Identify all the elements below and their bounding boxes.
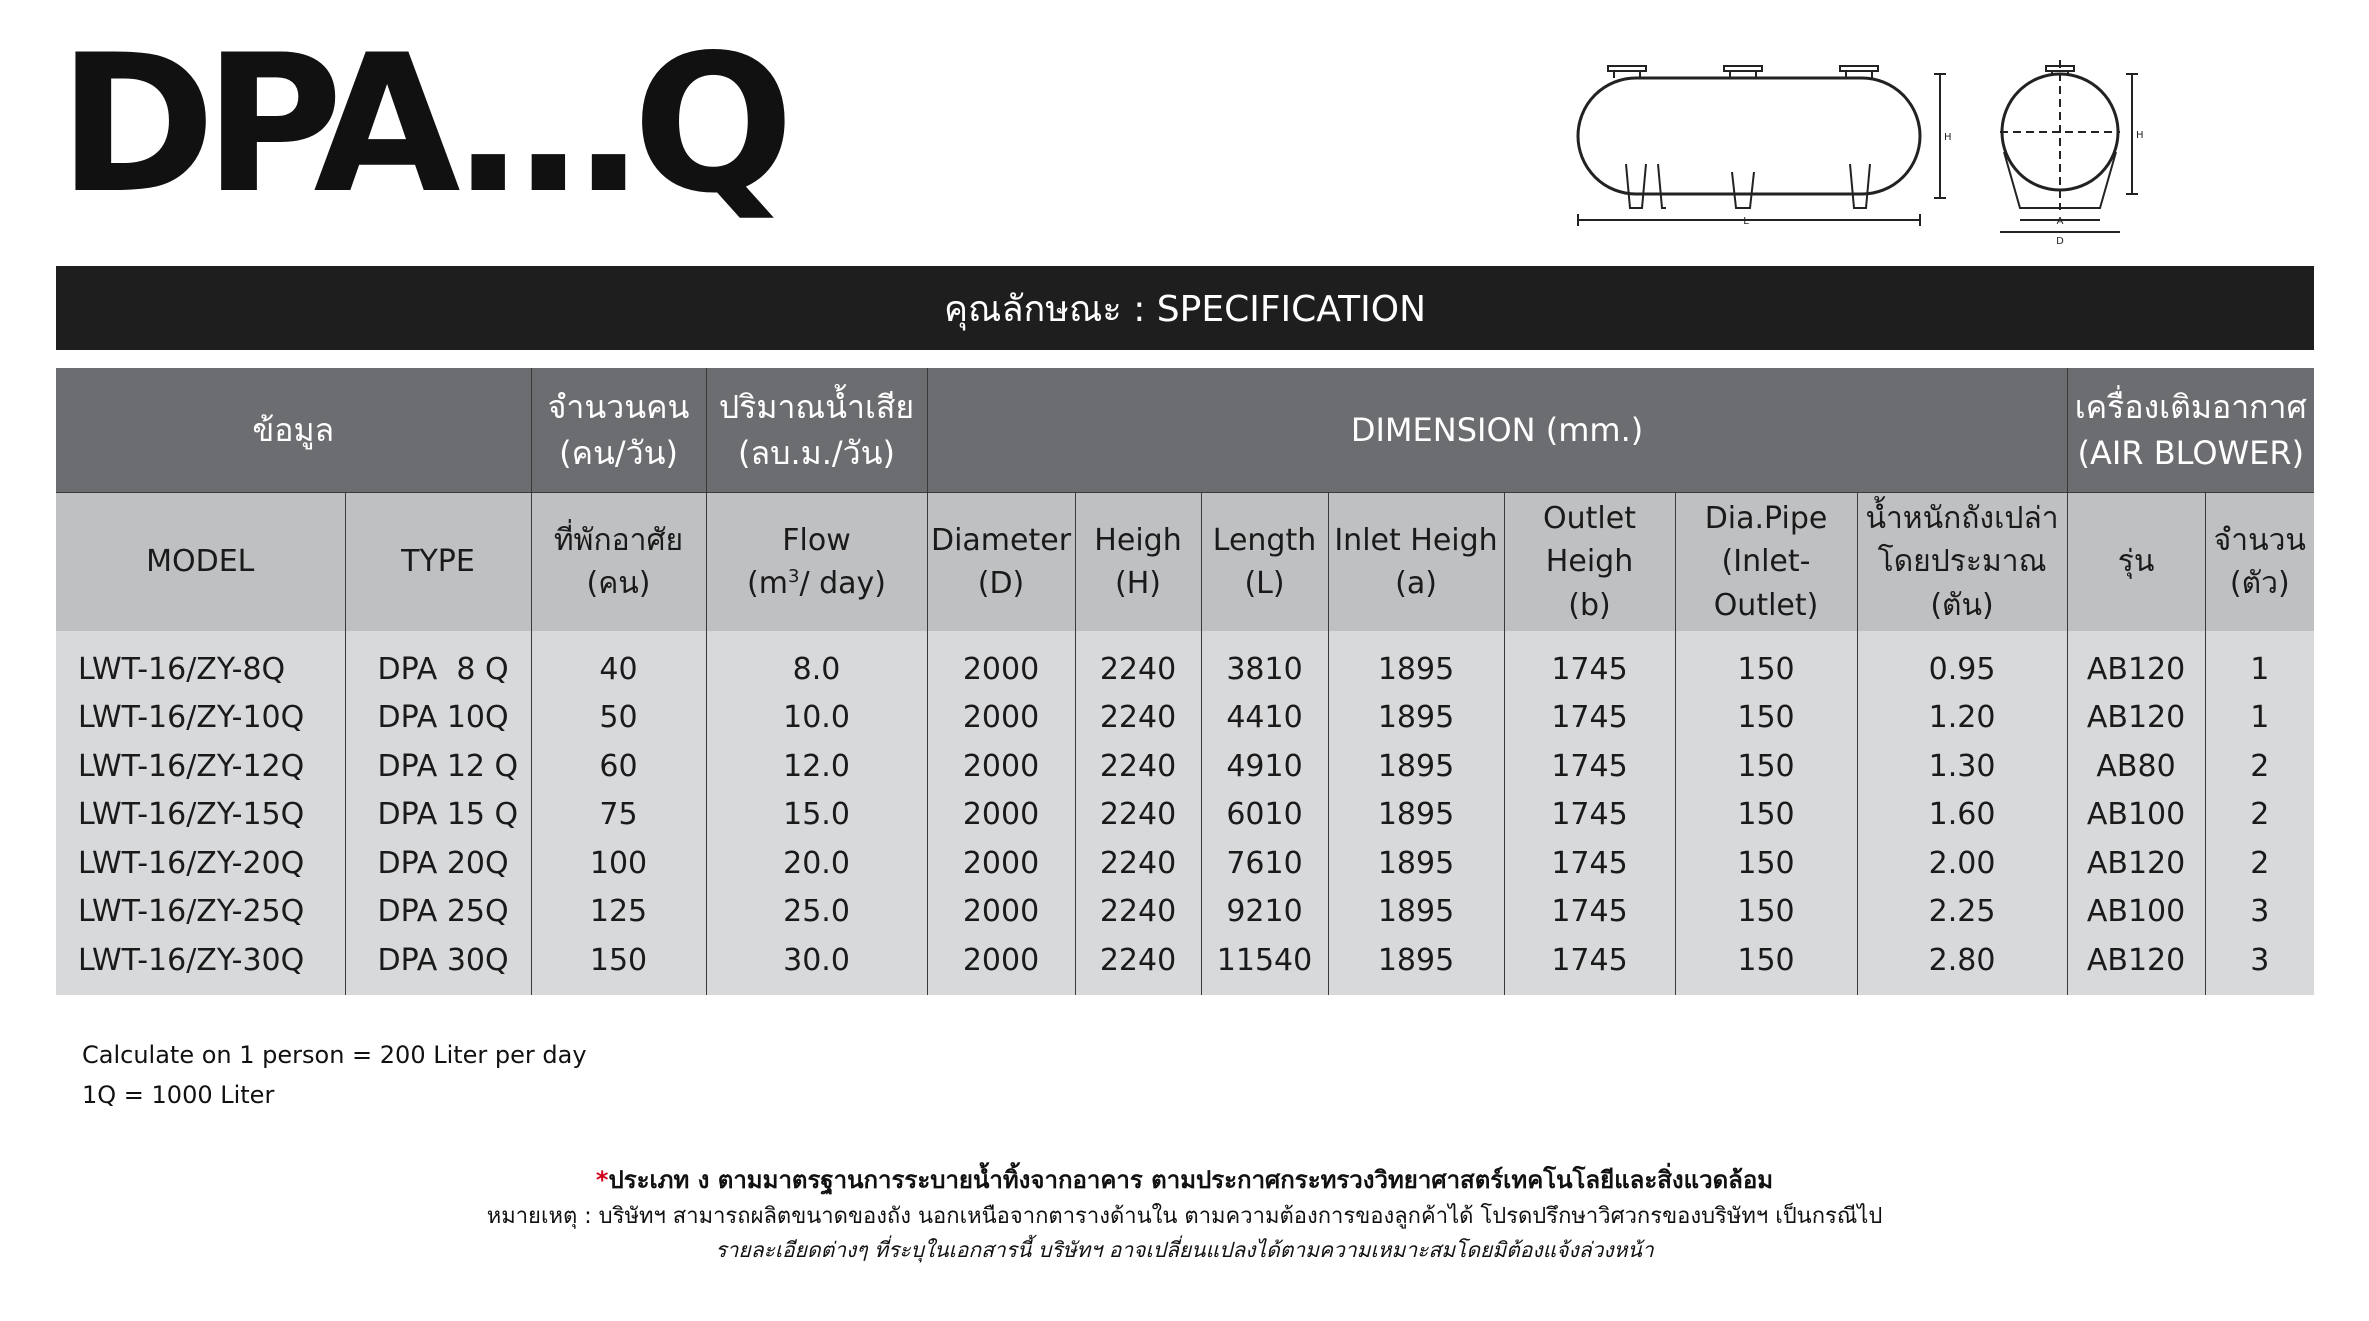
blower-model-cell: AB120 — [2067, 839, 2205, 888]
height-cell: 2240 — [1075, 791, 1201, 840]
weight-cell: 1.60 — [1857, 791, 2067, 840]
type-column-header: TYPE — [345, 493, 531, 632]
blower-qty-line2: (ตัว) — [2229, 566, 2290, 601]
footer-standard-text: ประเภท ง ตามมาตรฐานการระบายน้ำทิ้งจากอาคาร ตามประกาศกระทรวงวิทยาศาสตร์เทคโนโลยีและสิ่งแวดล้อม — [608, 1166, 1774, 1194]
pipe-cell: 150 — [1675, 839, 1857, 888]
flow-cell: 20.0 — [706, 839, 927, 888]
pipe-cell: 150 — [1675, 631, 1857, 694]
diameter-column-header — [927, 493, 1075, 632]
inlet-cell: 1895 — [1328, 839, 1504, 888]
footer-disclaimer-line: รายละเอียดต่างๆ ที่ระบุในเอกสารนี้ บริษัทฯ อาจเปลี่ยนแปลงได้ตามความเหมาะสมโดยมิต้องแจ้งล่วงหน้า — [715, 1238, 1654, 1262]
pipe-cell: 150 — [1675, 936, 1857, 995]
flow-cell: 10.0 — [706, 694, 927, 743]
weight-cell: 1.20 — [1857, 694, 2067, 743]
length-cell: 7610 — [1201, 839, 1328, 888]
blower-header — [2067, 368, 2314, 493]
blower-model-column-header: รุ่น — [2067, 493, 2205, 632]
diameter-line2: (D) — [977, 566, 1025, 601]
column-header-row — [56, 493, 2314, 632]
outlet-line2: (b) — [1568, 587, 1611, 623]
blower-qty-cell: 2 — [2205, 839, 2314, 888]
pipe-cell: 150 — [1675, 791, 1857, 840]
blower-model-cell: AB120 — [2067, 936, 2205, 995]
end-height-label: H — [2136, 130, 2144, 141]
weight-line2: โดยประมาณ (ตัน) — [1877, 544, 2047, 623]
inlet-column-header — [1328, 493, 1504, 632]
table-row — [56, 936, 2314, 995]
wastewater-header-line2: (ลบ.ม./วัน) — [738, 434, 895, 472]
footer-standard-line — [0, 1160, 2369, 1200]
flow-unit-suffix: / day) — [799, 566, 886, 601]
height-cell: 2240 — [1075, 742, 1201, 791]
type-cell: DPA 20Q — [345, 839, 531, 888]
footer-remark-line: หมายเหตุ : บริษัทฯ สามารถผลิตขนาดของถัง นอกเหนือจากตารางด้านใน ตามความต้องการของลูกค้าได้ โปรดปรึกษาวิศวกรของบริษัทฯ เป็นกรณีไป — [486, 1204, 1883, 1229]
model-cell: LWT-16/ZY-30Q — [56, 936, 345, 995]
height-cell: 2240 — [1075, 888, 1201, 937]
footer-notes — [0, 1160, 2369, 1266]
tank-end-view — [2000, 60, 2144, 247]
table-row — [56, 888, 2314, 937]
blower-model-cell: AB120 — [2067, 631, 2205, 694]
weight-line1: น้ำหนักถังเปล่า — [1865, 500, 2059, 536]
weight-column-header — [1857, 493, 2067, 632]
people-header-line2: (คน/วัน) — [559, 434, 678, 472]
table-row — [56, 631, 2314, 694]
height-cell: 2240 — [1075, 694, 1201, 743]
model-cell: LWT-16/ZY-15Q — [56, 791, 345, 840]
length-cell: 6010 — [1201, 791, 1328, 840]
type-cell: DPA 12 Q — [345, 742, 531, 791]
residents-line1: ที่พักอาศัย — [553, 522, 684, 558]
weight-cell: 2.80 — [1857, 936, 2067, 995]
weight-cell: 1.30 — [1857, 742, 2067, 791]
residents-cell: 150 — [531, 936, 706, 995]
residents-cell: 50 — [531, 694, 706, 743]
pipe-line2: (Inlet-Outlet) — [1713, 544, 1819, 623]
people-header — [531, 368, 706, 493]
length-cell: 4410 — [1201, 694, 1328, 743]
blower-header-line1: เครื่องเติมอากาศ — [2074, 387, 2307, 426]
diameter-line1: Diameter — [930, 522, 1072, 558]
diameter-cell: 2000 — [927, 694, 1075, 743]
residents-cell: 125 — [531, 888, 706, 937]
dimension-header: DIMENSION (mm.) — [927, 368, 2067, 493]
length-cell: 9210 — [1201, 888, 1328, 937]
outlet-column-header — [1504, 493, 1675, 632]
residents-column-header — [531, 493, 706, 632]
outlet-cell: 1745 — [1504, 791, 1675, 840]
blower-model-cell: AB100 — [2067, 791, 2205, 840]
pipe-column-header — [1675, 493, 1857, 632]
inlet-cell: 1895 — [1328, 888, 1504, 937]
table-row — [56, 742, 2314, 791]
inlet-cell: 1895 — [1328, 936, 1504, 995]
flow-cell: 15.0 — [706, 791, 927, 840]
diameter-cell: 2000 — [927, 742, 1075, 791]
specification-table — [56, 368, 2314, 995]
end-a-label: A — [2056, 216, 2064, 227]
weight-cell: 0.95 — [1857, 631, 2067, 694]
note-line: Calculate on 1 person = 200 Liter per day — [82, 1041, 587, 1069]
table-row — [56, 694, 2314, 743]
blower-qty-line1: จำนวน — [2213, 522, 2306, 558]
table-body — [56, 631, 2314, 995]
outlet-cell: 1745 — [1504, 936, 1675, 995]
inlet-cell: 1895 — [1328, 742, 1504, 791]
length-column-header — [1201, 493, 1328, 632]
tank-diagrams — [1570, 60, 2330, 250]
pipe-cell: 150 — [1675, 888, 1857, 937]
end-d-label: D — [2056, 236, 2064, 247]
model-cell: LWT-16/ZY-25Q — [56, 888, 345, 937]
length-line1: Length — [1212, 522, 1317, 558]
diameter-cell: 2000 — [927, 888, 1075, 937]
pipe-cell: 150 — [1675, 694, 1857, 743]
length-cell: 3810 — [1201, 631, 1328, 694]
blower-qty-cell: 3 — [2205, 888, 2314, 937]
model-cell: LWT-16/ZY-12Q — [56, 742, 345, 791]
specification-bar: คุณลักษณะ : SPECIFICATION — [56, 266, 2314, 350]
inlet-cell: 1895 — [1328, 791, 1504, 840]
height-column-header — [1075, 493, 1201, 632]
table-row — [56, 791, 2314, 840]
side-height-label: H — [1944, 132, 1952, 143]
outlet-cell: 1745 — [1504, 631, 1675, 694]
model-cell: LWT-16/ZY-10Q — [56, 694, 345, 743]
page-title: DPA...Q — [58, 14, 783, 235]
residents-cell: 100 — [531, 839, 706, 888]
inlet-line2: (a) — [1395, 566, 1437, 601]
blower-model-cell: AB120 — [2067, 694, 2205, 743]
residents-line2: (คน) — [586, 566, 651, 601]
height-cell: 2240 — [1075, 631, 1201, 694]
height-cell: 2240 — [1075, 839, 1201, 888]
note-line: 1Q = 1000 Liter — [82, 1081, 275, 1109]
diameter-cell: 2000 — [927, 936, 1075, 995]
height-line1: Heigh — [1094, 522, 1182, 558]
blower-qty-column-header — [2205, 493, 2314, 632]
blower-qty-cell: 2 — [2205, 791, 2314, 840]
group-header-row — [56, 368, 2314, 493]
asterisk-mark: * — [595, 1166, 609, 1194]
diameter-cell: 2000 — [927, 839, 1075, 888]
people-header-line1: จำนวนคน — [547, 387, 690, 426]
flow-unit-prefix: (m — [747, 566, 788, 601]
flow-cell: 12.0 — [706, 742, 927, 791]
model-column-header: MODEL — [56, 493, 345, 632]
flow-label: Flow — [782, 522, 851, 558]
flow-cell: 30.0 — [706, 936, 927, 995]
tank-side-view — [1578, 66, 1952, 227]
pipe-cell: 150 — [1675, 742, 1857, 791]
pipe-line1: Dia.Pipe — [1704, 500, 1828, 536]
length-cell: 4910 — [1201, 742, 1328, 791]
outlet-cell: 1745 — [1504, 694, 1675, 743]
blower-qty-cell: 1 — [2205, 694, 2314, 743]
blower-qty-cell: 3 — [2205, 936, 2314, 995]
residents-cell: 60 — [531, 742, 706, 791]
blower-qty-cell: 2 — [2205, 742, 2314, 791]
flow-unit-sup: 3 — [787, 566, 800, 587]
calculation-notes — [82, 1035, 587, 1115]
weight-cell: 2.25 — [1857, 888, 2067, 937]
height-line2: (H) — [1115, 566, 1161, 601]
diameter-cell: 2000 — [927, 791, 1075, 840]
length-line2: (L) — [1244, 566, 1285, 601]
outlet-line1: Outlet Heigh — [1543, 500, 1636, 580]
outlet-cell: 1745 — [1504, 888, 1675, 937]
wastewater-header-line1: ปริมาณน้ำเสีย — [718, 387, 915, 426]
outlet-cell: 1745 — [1504, 839, 1675, 888]
type-cell: DPA 10Q — [345, 694, 531, 743]
blower-header-line2: (AIR BLOWER) — [2077, 434, 2305, 472]
type-cell: DPA 25Q — [345, 888, 531, 937]
flow-column-header — [706, 493, 927, 632]
outlet-cell: 1745 — [1504, 742, 1675, 791]
flow-cell: 25.0 — [706, 888, 927, 937]
model-cell: LWT-16/ZY-8Q — [56, 631, 345, 694]
type-cell: DPA 8 Q — [345, 631, 531, 694]
blower-model-cell: AB100 — [2067, 888, 2205, 937]
residents-cell: 75 — [531, 791, 706, 840]
length-cell: 11540 — [1201, 936, 1328, 995]
diameter-cell: 2000 — [927, 631, 1075, 694]
residents-cell: 40 — [531, 631, 706, 694]
height-cell: 2240 — [1075, 936, 1201, 995]
blower-model-cell: AB80 — [2067, 742, 2205, 791]
type-cell: DPA 30Q — [345, 936, 531, 995]
info-header: ข้อมูล — [56, 368, 531, 493]
inlet-cell: 1895 — [1328, 694, 1504, 743]
inlet-cell: 1895 — [1328, 631, 1504, 694]
wastewater-header — [706, 368, 927, 493]
type-cell: DPA 15 Q — [345, 791, 531, 840]
model-cell: LWT-16/ZY-20Q — [56, 839, 345, 888]
inlet-line1: Inlet Heigh — [1334, 522, 1498, 558]
blower-qty-cell: 1 — [2205, 631, 2314, 694]
table-row — [56, 839, 2314, 888]
weight-cell: 2.00 — [1857, 839, 2067, 888]
flow-cell: 8.0 — [706, 631, 927, 694]
side-length-label: L — [1743, 216, 1749, 227]
